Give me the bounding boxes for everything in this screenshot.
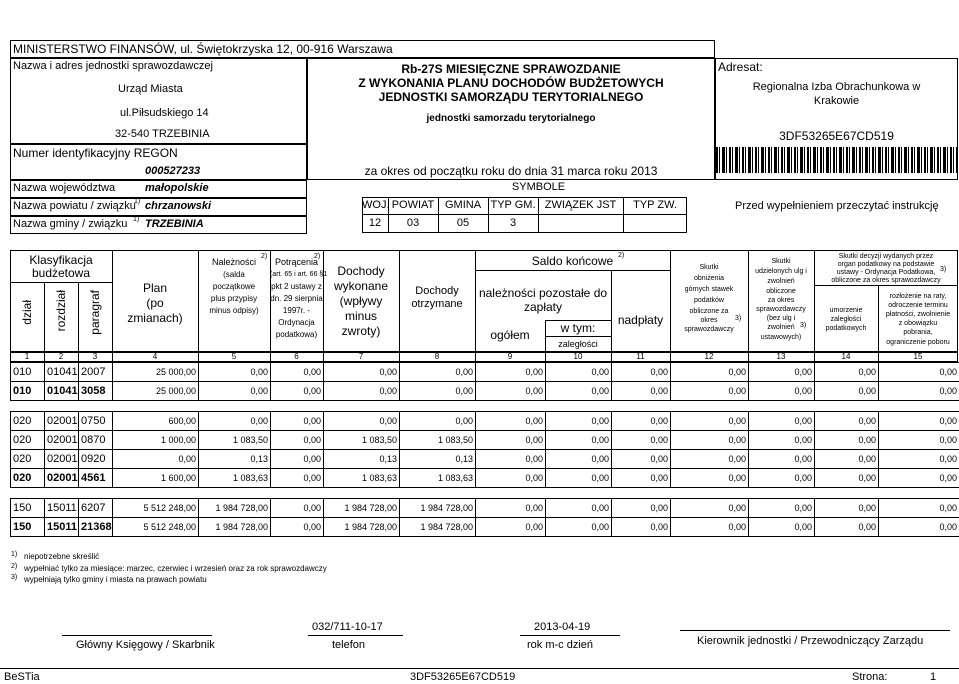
telefon-label: telefon (332, 639, 366, 651)
col-number: 5 (231, 352, 237, 361)
value-cell: 0,00 (199, 363, 271, 382)
potracenia-label-7: podatkowa) (275, 330, 318, 339)
footer-page-number: 1 (930, 671, 937, 683)
symbol-value-powiat: 03 (406, 217, 420, 229)
plan-label: Plan (142, 281, 168, 295)
skutki-obnizenia-1: Skutki (699, 264, 719, 271)
value-cell: 0,00 (612, 469, 671, 488)
value-cell: 0,00 (476, 499, 546, 518)
umorzenie-1: umorzenie (829, 307, 863, 314)
classification-cell: 21368 (79, 518, 113, 537)
adresat-doc-id: 3DF53265E67CD519 (779, 129, 894, 143)
value-cell: 0,13 (199, 450, 271, 469)
classification-cell: 010 (11, 363, 45, 382)
symbol-header-powiat: POWIAT (391, 199, 435, 211)
col-number: 11 (636, 352, 645, 361)
value-cell: 0,00 (271, 431, 324, 450)
value-cell: 0,00 (749, 412, 815, 431)
rozlozenie-5: pobrania, (903, 329, 933, 336)
classification-cell: 020 (11, 469, 45, 488)
footnote-2-sup: 2) (11, 563, 18, 570)
footnote-2-text: wypełniać tylko za miesiące: marzec, czerwiec i wrzesień oraz za rok sprawozdawczy (24, 564, 327, 573)
classification-cell: 020 (11, 450, 45, 469)
value-cell: 0,00 (749, 469, 815, 488)
value-cell: 0,00 (271, 382, 324, 401)
value-cell: 0,00 (749, 518, 815, 537)
value-cell: 0,00 (879, 499, 959, 518)
skutki-ulg-8: zwolnień (767, 324, 795, 331)
value-cell: 1 984 728,00 (400, 499, 476, 518)
value-cell: 0,00 (476, 518, 546, 537)
value-cell: 0,00 (546, 382, 612, 401)
value-cell: 0,00 (749, 431, 815, 450)
value-cell: 0,00 (815, 412, 879, 431)
value-cell: 0,00 (612, 431, 671, 450)
value-cell: 0,00 (749, 382, 815, 401)
value-cell: 0,00 (671, 382, 749, 401)
classification-cell: 15011 (45, 499, 79, 518)
value-cell: 0,00 (612, 412, 671, 431)
value-cell: 1 083,50 (400, 431, 476, 450)
classification-cell: 01041 (45, 363, 79, 382)
col-number: 13 (776, 352, 786, 361)
value-cell: 0,00 (815, 363, 879, 382)
unit-label: Nazwa i adres jednostki sprawozdawczej (13, 60, 213, 72)
naleznosci-label-2: (salda (223, 270, 245, 279)
dochody-otrzymane-label: Dochody (415, 285, 459, 297)
value-cell: 600,00 (113, 412, 199, 431)
table-row (11, 518, 959, 537)
col-number: 2 (58, 352, 64, 361)
symbol-header-typ-zw: TYP ZW. (633, 199, 677, 211)
classification-cell: 020 (11, 431, 45, 450)
regon-value: 000527233 (145, 165, 201, 177)
skutki-decyzji-4: obliczone za okres sprawozdawczy (831, 277, 941, 284)
regon-label: Numer identyfikacyjny REGON (13, 146, 178, 160)
symbol-value-gmina: 05 (456, 217, 470, 229)
value-cell: 0,00 (476, 469, 546, 488)
skutki-obnizenia-6: okres (700, 317, 718, 324)
col-number: 9 (507, 352, 513, 361)
value-cell: 0,00 (879, 431, 959, 450)
classification-cell: 4561 (79, 469, 113, 488)
value-cell: 1 984 728,00 (324, 499, 400, 518)
value-cell: 0,00 (271, 450, 324, 469)
data-table-group-2 (10, 411, 959, 488)
value-cell: 0,00 (324, 363, 400, 382)
zaleglosci-label: zaległości (558, 339, 598, 349)
value-cell: 0,00 (476, 431, 546, 450)
value-cell: 0,00 (612, 382, 671, 401)
classification-cell: 02001 (45, 469, 79, 488)
kierownik-label: Kierownik jednostki / Przewodniczący Zarządu (697, 635, 924, 647)
value-cell: 0,00 (400, 382, 476, 401)
form-title-line2: Z WYKONANIA PLANU DOCHODÓW BUDŻETOWYCH (358, 76, 664, 90)
value-cell: 0,00 (749, 450, 815, 469)
value-cell: 0,00 (271, 469, 324, 488)
budzetowa-label: budżetowa (31, 266, 91, 280)
skutki-decyzji-1: Skutki decyzji wydanych przez (838, 253, 934, 260)
rozlozenie-1: rozłożenie na raty, (889, 293, 947, 300)
table-row (11, 382, 959, 401)
powiat-sup: 1) (134, 198, 141, 205)
value-cell: 1 083,50 (199, 431, 271, 450)
classification-cell: 150 (11, 518, 45, 537)
value-cell: 0,00 (671, 499, 749, 518)
value-cell: 25 000,00 (113, 363, 199, 382)
rozlozenie-4: z obowiązku (898, 320, 938, 327)
value-cell: 0,00 (879, 412, 959, 431)
value-cell: 0,00 (815, 518, 879, 537)
value-cell: 0,00 (400, 363, 476, 382)
plan-label-3: zmianach) (127, 311, 183, 325)
footer-app-name: BeSTia (4, 671, 40, 683)
footnote-3-sup: 3) (11, 574, 18, 581)
barcode-image (716, 147, 958, 173)
naleznosci-label-5: minus odpisy) (209, 306, 259, 315)
table-row (11, 450, 959, 469)
dochody-wykonane-label-3: (wpływy (339, 294, 383, 308)
skutki-obnizenia-3: górnych stawek (684, 286, 734, 293)
skutki-obnizenia-7: sprawozdawczy (684, 326, 734, 333)
value-cell: 0,00 (671, 450, 749, 469)
naleznosci-label: Należności (211, 257, 257, 267)
skutki-ulg-sup: 3) (800, 322, 807, 329)
date-value: 2013-04-19 (534, 621, 591, 633)
form-title-line3: JEDNOSTKI SAMORZĄDU TERYTORIALNEGO (378, 90, 644, 104)
skutki-ulg-4: obliczone (766, 288, 796, 295)
value-cell: 1 083,63 (324, 469, 400, 488)
value-cell: 0,00 (749, 499, 815, 518)
value-cell: 1 083,50 (324, 431, 400, 450)
classification-cell: 010 (11, 382, 45, 401)
skutki-decyzji-3: ustawy - Ordynacja Podatkowa, (836, 269, 936, 276)
powiat-label: Nazwa powiatu / związku (13, 200, 136, 212)
value-cell: 0,00 (612, 518, 671, 537)
potracenia-label: Potrącenia (274, 257, 319, 267)
table-row (11, 412, 959, 431)
col-number: 3 (92, 352, 98, 361)
classification-cell: 3058 (79, 382, 113, 401)
value-cell: 1 984 728,00 (324, 518, 400, 537)
col-number: 7 (358, 352, 364, 361)
value-cell: 0,00 (671, 412, 749, 431)
value-cell: 1 600,00 (113, 469, 199, 488)
table-row (11, 431, 959, 450)
value-cell: 0,00 (815, 450, 879, 469)
value-cell: 0,00 (546, 431, 612, 450)
value-cell: 0,00 (476, 450, 546, 469)
skutki-ulg-1: Skutki (771, 258, 791, 265)
value-cell: 0,00 (671, 469, 749, 488)
table-row (11, 499, 959, 518)
col-number: 14 (841, 352, 851, 361)
potracenia-label-6: Ordynacja (278, 318, 315, 327)
rozlozenie-6: ograniczenie poboru (886, 339, 950, 346)
w-tym-label: w tym: (560, 321, 596, 335)
value-cell: 1 984 728,00 (199, 518, 271, 537)
unit-street: ul.Piłsudskiego 14 (120, 107, 209, 119)
value-cell: 0,00 (199, 382, 271, 401)
umorzenie-3: podatkowych (825, 325, 867, 332)
classification-cell: 020 (11, 412, 45, 431)
symbols-label: SYMBOLE (511, 181, 566, 193)
value-cell: 0,00 (879, 469, 959, 488)
wojewodztwo-value: małopolskie (145, 182, 209, 194)
value-cell: 0,00 (546, 499, 612, 518)
value-cell: 0,13 (324, 450, 400, 469)
classification-cell: 01041 (45, 382, 79, 401)
col-number: 1 (24, 352, 30, 361)
rozlozenie-3: płatności, zwolnienie (885, 311, 951, 318)
col-number: 10 (573, 352, 583, 361)
value-cell: 0,00 (546, 469, 612, 488)
col-number: 6 (294, 352, 299, 361)
symbol-header-zwiazek: ZWIĄZEK JST (544, 199, 617, 211)
rozlozenie-2: odroczenie terminu (888, 302, 948, 309)
classification-cell: 2007 (79, 363, 113, 382)
classification-cell: 0750 (79, 412, 113, 431)
dochody-wykonane-label-5: zwroty) (341, 324, 381, 338)
classification-cell: 150 (11, 499, 45, 518)
col-number: 12 (704, 352, 714, 361)
potracenia-sup: 2) (314, 253, 321, 260)
skutki-ulg-7: (bez ulg i (766, 315, 796, 322)
value-cell: 0,00 (113, 450, 199, 469)
symbol-value-woj: 12 (368, 217, 382, 229)
value-cell: 1 083,63 (199, 469, 271, 488)
classification-cell: 02001 (45, 450, 79, 469)
dochody-wykonane-label-2: wykonane (333, 279, 389, 293)
dzial-label: dział (20, 300, 34, 325)
value-cell: 0,00 (271, 518, 324, 537)
gmina-value: TRZEBINIA (145, 218, 204, 230)
col-number: 15 (913, 352, 923, 361)
value-cell: 0,00 (199, 412, 271, 431)
value-cell: 1 000,00 (113, 431, 199, 450)
skutki-ulg-6: sprawozdawczy (756, 306, 806, 313)
adresat-name1: Regionalna Izba Obrachunkowa w (752, 81, 921, 93)
umorzenie-2: zaległości (830, 316, 862, 323)
symbol-header-woj: WOJ. (362, 199, 390, 211)
value-cell: 0,00 (671, 431, 749, 450)
footnote-1-text: niepotrzebne skreślić (24, 552, 100, 561)
gmina-label: Nazwa gminy / związku (13, 218, 128, 230)
dochody-otrzymane-label-2: otrzymane (411, 298, 463, 310)
value-cell: 1 984 728,00 (400, 518, 476, 537)
saldo-label: Saldo końcowe (531, 254, 614, 268)
skutki-obnizenia-4: podatków (694, 297, 724, 304)
value-cell: 0,00 (476, 382, 546, 401)
skutki-decyzji-sup: 3) (940, 266, 947, 273)
potracenia-label-4: dn. 29 sierpnia (270, 294, 323, 303)
value-cell: 0,00 (612, 499, 671, 518)
data-table-group-3 (10, 498, 959, 537)
wojewodztwo-label: Nazwa województwa (13, 182, 116, 194)
dochody-wykonane-label-4: minus (344, 309, 377, 323)
skutki-ulg-3: zwolnień (767, 278, 795, 285)
value-cell: 0,00 (815, 382, 879, 401)
value-cell: 0,13 (400, 450, 476, 469)
value-cell: 0,00 (612, 363, 671, 382)
value-cell: 5 512 248,00 (113, 499, 199, 518)
value-cell: 0,00 (879, 518, 959, 537)
classification-cell: 0870 (79, 431, 113, 450)
plan-label-2: (po (146, 296, 164, 310)
value-cell: 0,00 (879, 382, 959, 401)
col-number: 8 (434, 352, 440, 361)
col-number: 4 (152, 352, 158, 361)
skutki-ulg-2: udzielonych ulg i (755, 268, 807, 275)
powiat-value: chrzanowski (145, 200, 212, 212)
table-row (11, 363, 959, 382)
skutki-decyzji-2: organ podatkowy na podstawie (837, 261, 935, 268)
skutki-obnizenia-5: obliczone za (689, 308, 729, 315)
value-cell: 0,00 (546, 450, 612, 469)
value-cell: 0,00 (546, 363, 612, 382)
classification-cell: 6207 (79, 499, 113, 518)
symbol-header-typ-gm: TYP GM. (490, 199, 536, 211)
value-cell: 1 984 728,00 (199, 499, 271, 518)
klasyfikacja-label: Klasyfikacja (29, 253, 93, 267)
skutki-ulg-9: ustawowych) (760, 334, 802, 341)
date-label: rok m-c dzień (527, 639, 594, 651)
value-cell: 0,00 (815, 431, 879, 450)
telefon-value: 032/711-10-17 (312, 621, 383, 633)
value-cell: 0,00 (749, 363, 815, 382)
classification-cell: 0920 (79, 450, 113, 469)
value-cell: 0,00 (612, 450, 671, 469)
naleznosci-pozostale-label: należności pozostałe do (478, 286, 608, 300)
value-cell: 0,00 (476, 363, 546, 382)
value-cell: 0,00 (476, 412, 546, 431)
saldo-sup: 2) (618, 252, 625, 259)
value-cell: 0,00 (879, 363, 959, 382)
skutki-obnizenia-sup: 3) (735, 315, 742, 322)
symbol-header-gmina: GMINA (444, 199, 482, 211)
ksiegowy-label: Główny Księgowy / Skarbnik (76, 639, 215, 651)
value-cell: 0,00 (271, 499, 324, 518)
classification-cell: 15011 (45, 518, 79, 537)
footer-page-label: Strona: (852, 671, 888, 683)
data-table-group-1 (10, 362, 959, 401)
skutki-obnizenia-2: obniżenia (694, 275, 724, 282)
dochody-wykonane-label: Dochody (337, 264, 385, 278)
value-cell: 1 083,63 (400, 469, 476, 488)
nadplaty-label: nadpłaty (617, 313, 664, 327)
form-code: Rb-27S MIESIĘCZNE SPRAWOZDANIE (401, 62, 621, 76)
value-cell: 0,00 (324, 382, 400, 401)
table-row (11, 469, 959, 488)
gmina-sup: 1) (133, 216, 140, 223)
footnote-1-sup: 1) (11, 551, 18, 558)
paragraf-label: paragraf (88, 290, 102, 335)
classification-cell: 02001 (45, 431, 79, 450)
adresat-label: Adresat: (718, 60, 763, 74)
naleznosci-label-3: początkowe (212, 282, 256, 291)
value-cell: 0,00 (546, 412, 612, 431)
potracenia-label-5: 1997r. - (282, 306, 311, 315)
skutki-ulg-5: za okres (767, 297, 795, 304)
unit-city: 32-540 TRZEBINIA (115, 128, 210, 140)
value-cell: 25 000,00 (113, 382, 199, 401)
form-title-line4: jednostki samorzadu terytorialnego (426, 113, 596, 124)
value-cell: 0,00 (400, 412, 476, 431)
footnote-3-text: wypełniają tylko gminy i miasta na prawach powiatu (24, 575, 207, 584)
naleznosci-sup: 2) (261, 253, 268, 260)
ogolem-label: ogółem (490, 328, 530, 342)
form-period: za okres od początku roku do dnia 31 marca roku 2013 (364, 164, 658, 178)
value-cell: 0,00 (815, 469, 879, 488)
value-cell: 0,00 (815, 499, 879, 518)
value-cell: 0,00 (546, 518, 612, 537)
adresat-name2: Krakowie (813, 95, 860, 107)
potracenia-label-2: (art. 65 i art. 66 §1 (270, 271, 328, 278)
value-cell: 0,00 (271, 363, 324, 382)
symbol-value-typ-gm: 3 (509, 217, 517, 229)
rozdzial-label: rozdział (54, 290, 68, 332)
value-cell: 0,00 (671, 518, 749, 537)
value-cell: 5 512 248,00 (113, 518, 199, 537)
value-cell: 0,00 (324, 412, 400, 431)
footer-doc-id: 3DF53265E67CD519 (410, 671, 516, 683)
classification-cell: 02001 (45, 412, 79, 431)
instruction-text: Przed wypełnieniem przeczytać instrukcję (735, 200, 939, 212)
value-cell: 0,00 (879, 450, 959, 469)
naleznosci-label-4: plus przypisy (210, 294, 258, 303)
value-cell: 0,00 (271, 412, 324, 431)
unit-name: Urząd Miasta (118, 83, 183, 95)
ministry-text: MINISTERSTWO FINANSÓW, ul. Świętokrzyska 12, 00-916 Warszawa (13, 42, 393, 56)
potracenia-label-3: pkt 2 ustawy z (271, 282, 322, 291)
zaplaty-label: zapłaty (523, 300, 563, 314)
value-cell: 0,00 (671, 363, 749, 382)
